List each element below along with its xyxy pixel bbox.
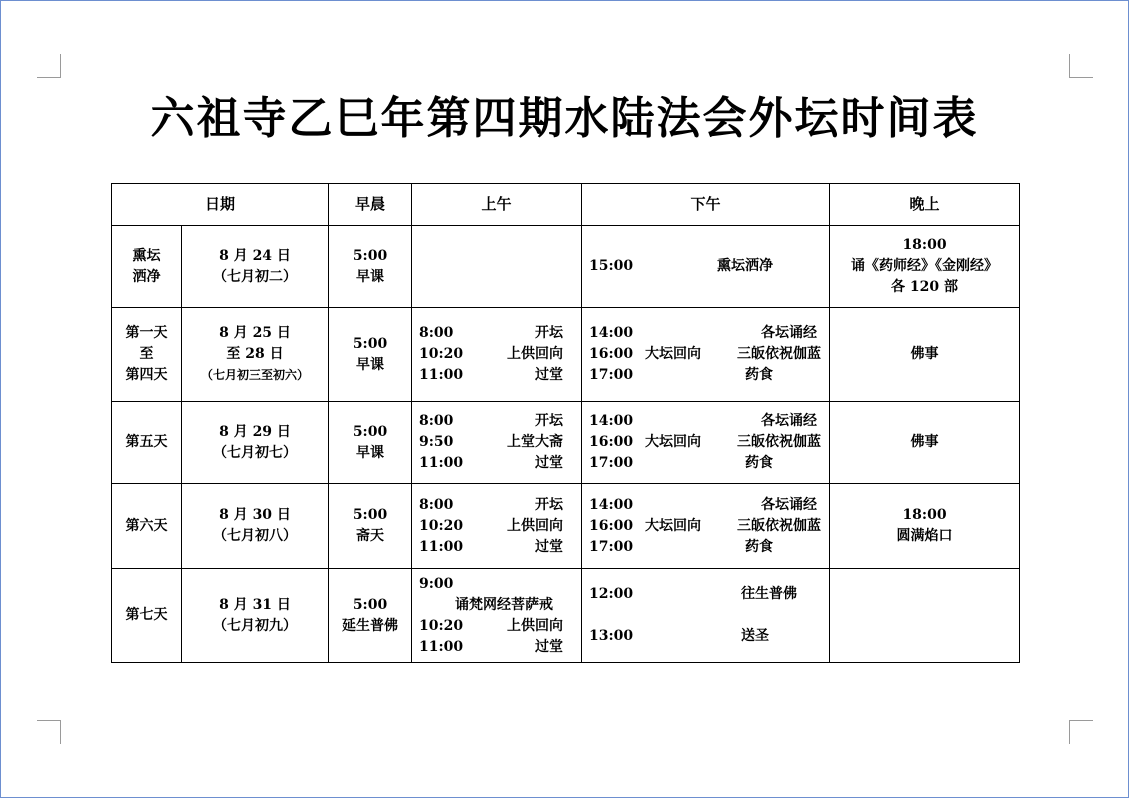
corner-mark	[1069, 54, 1093, 78]
row-pm: 12:00 往生普佛 13:00 送圣	[582, 569, 830, 663]
row-evening: 佛事	[830, 308, 1020, 402]
row-evening: 佛事	[830, 402, 1020, 484]
row-morning: 5:00 早课	[329, 308, 412, 402]
row-date: 8 月 30 日 （七月初八）	[182, 484, 329, 569]
corner-mark	[1069, 720, 1093, 744]
row-label: 熏坛 洒净	[112, 226, 182, 308]
row-label: 第七天	[112, 569, 182, 663]
header-pm: 下午	[582, 184, 830, 226]
row-pm: 14:00 各坛诵经 16:00 大坛回向 三皈依祝伽蓝 17:00 药食	[582, 308, 830, 402]
row-evening: 18:00 诵《药师经》《金刚经》 各 120 部	[830, 226, 1020, 308]
row-label: 第五天	[112, 402, 182, 484]
row-label: 第一天 至 第四天	[112, 308, 182, 402]
row-am: 8:00 开坛 10:20 上供回向 11:00 过堂	[412, 308, 582, 402]
row-pm: 14:00 各坛诵经 16:00 大坛回向 三皈依祝伽蓝 17:00 药食	[582, 484, 830, 569]
row-pm: 14:00 各坛诵经 16:00 大坛回向 三皈依祝伽蓝 17:00 药食	[582, 402, 830, 484]
row-am: 9:00 诵梵网经菩萨戒 10:20 上供回向 11:00 过堂	[412, 569, 582, 663]
header-am: 上午	[412, 184, 582, 226]
table-row	[112, 484, 1020, 569]
header-evening: 晚上	[830, 184, 1020, 226]
table-row	[112, 226, 1020, 308]
row-evening: 18:00 圆满焰口	[830, 484, 1020, 569]
row-morning: 5:00 延生普佛	[329, 569, 412, 663]
table-header-row	[112, 184, 1020, 226]
row-date: 8 月 31 日 （七月初九）	[182, 569, 329, 663]
row-am: 8:00 开坛 10:20 上供回向 11:00 过堂	[412, 484, 582, 569]
row-date: 8 月 29 日 （七月初七）	[182, 402, 329, 484]
row-morning: 5:00 早课	[329, 226, 412, 308]
row-morning: 5:00 早课	[329, 402, 412, 484]
row-morning: 5:00 斋天	[329, 484, 412, 569]
row-date: 8 月 25 日 至 28 日 （七月初三至初六）	[182, 308, 329, 402]
header-date: 日期	[112, 184, 329, 226]
row-am: 8:00 开坛 9:50 上堂大斋 11:00 过堂	[412, 402, 582, 484]
page-title: 六祖寺乙巳年第四期水陆法会外坛时间表	[150, 93, 979, 144]
corner-mark	[37, 720, 61, 744]
table-row	[112, 308, 1020, 402]
table-row	[112, 569, 1020, 663]
row-pm: 15:00 熏坛洒净	[582, 226, 830, 308]
row-label: 第六天	[112, 484, 182, 569]
corner-mark	[37, 54, 61, 78]
header-morning: 早晨	[329, 184, 412, 226]
row-evening	[830, 569, 1020, 663]
schedule-table	[111, 183, 1020, 663]
table-row	[112, 402, 1020, 484]
row-date: 8 月 24 日 （七月初二）	[182, 226, 329, 308]
row-am	[412, 226, 582, 308]
